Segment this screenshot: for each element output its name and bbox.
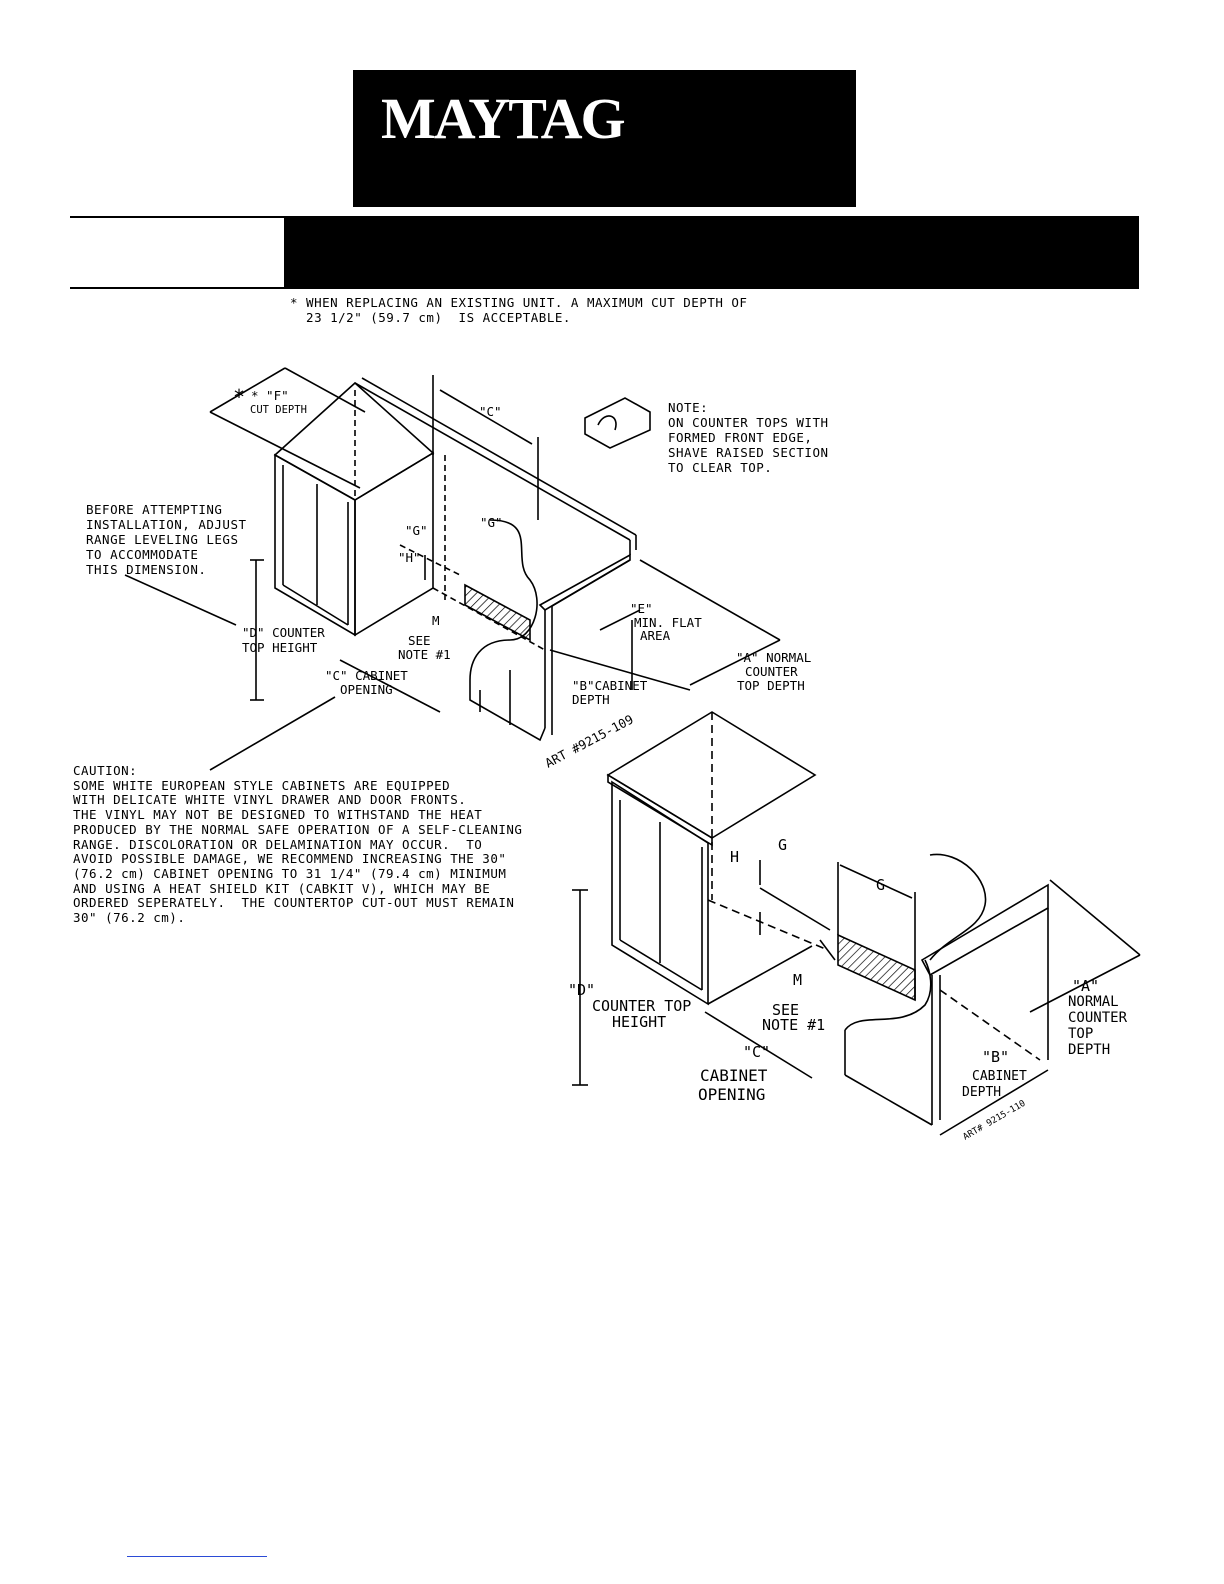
d-label-2: TOP HEIGHT: [242, 640, 318, 655]
c-cabinet-label: "C" CABINET: [325, 668, 408, 683]
e-label-3: AREA: [640, 628, 671, 643]
b-label: "B"CABINET: [572, 678, 648, 693]
d-label-2d: HEIGHT: [612, 1013, 667, 1031]
see-note-label-2: NOTE #1: [762, 1016, 826, 1034]
maytag-logo: MAYTAG: [381, 86, 624, 151]
c-label-2b: CABINET: [700, 1066, 768, 1085]
f-star: *: [233, 385, 246, 409]
h-label: "H": [398, 550, 421, 565]
g1-label-2: G: [778, 836, 788, 854]
a-label-2: COUNTER: [745, 664, 798, 679]
cut-depth-label: CUT DEPTH: [250, 404, 307, 416]
e-label: "E": [630, 601, 653, 616]
see-label-2: SEE: [772, 1001, 800, 1019]
a-label-2d: COUNTER: [1068, 1010, 1128, 1026]
cut-depth-note: * WHEN REPLACING AN EXISTING UNIT. A MAXIMUM CUT DEPTH OF 23 1/2" (59.7 cm) IS ACCEPTABLE.: [290, 295, 748, 325]
a-label-2e: TOP: [1068, 1026, 1094, 1042]
a-label-2c: NORMAL: [1068, 994, 1119, 1010]
a-label-2b: "A": [1072, 977, 1100, 995]
counter-top-note: NOTE: ON COUNTER TOPS WITH FORMED FRONT EDGE, SHAVE RAISED SECTION TO CLEAR TOP.: [668, 400, 829, 475]
m-label-2: M: [793, 971, 803, 989]
c-label-2: "C": [743, 1043, 771, 1061]
see-label: SEE: [408, 633, 431, 648]
hatched-cut-area: [465, 585, 530, 640]
b-label-2b: "B": [982, 1048, 1010, 1066]
c-label-2c: OPENING: [698, 1085, 766, 1104]
a-label-2f: DEPTH: [1068, 1042, 1111, 1058]
d-label-2c: COUNTER TOP: [592, 997, 692, 1015]
left-cabinet-front: [275, 455, 355, 635]
b-label-2: DEPTH: [572, 692, 610, 707]
counter-edge-icon: [585, 398, 650, 448]
f-label: * "F": [251, 388, 289, 403]
right-counter-top: [540, 555, 630, 610]
a-label-3: TOP DEPTH: [737, 678, 805, 693]
d-label-2b: "D": [568, 981, 596, 999]
footer-link-underline: [127, 1556, 267, 1557]
m-label: M: [432, 613, 440, 628]
caution-note: CAUTION: SOME WHITE EUROPEAN STYLE CABINETS ARE EQUIPPED WITH DELICATE WHITE VINYL DRAWER AND DOOR FRONTS. THE VINYL MAY NOT BE DESIGNED TO WITHSTAND THE HEAT PRODUCED BY THE NORMAL SAFE OPERATION OF A SELF-CLEANING RANGE. DISCOLORATION OR DELAMINATION MAY OCCUR. TO AVOID POSSIBLE DAMAGE, WE RECOMMEND INCREASING THE 30" (76.2 cm) CABINET OPENING TO 31 1/4" (79.4 cm) MINIMUM AND USING A HEAT SHIELD KIT (CABKIT V), WHICH MAY BE ORDERED SEPERATELY. THE COUNTERTOP CUT-OUT MUST REMAIN 30" (76.2 cm).: [73, 763, 523, 926]
diagram-lower: [572, 712, 1140, 1135]
hatched-cut-area-2: [838, 935, 915, 1000]
g2-label-2: G: [876, 876, 886, 894]
left-cabinet-side: [355, 453, 433, 635]
b-label-2d: DEPTH: [962, 1085, 1002, 1100]
c-top-label: "C": [479, 404, 502, 419]
c-cabinet-label-2: OPENING: [340, 682, 393, 697]
e-label-2: MIN. FLAT: [634, 615, 702, 630]
art-number-2: ART# 9215-110: [961, 1098, 1028, 1143]
left-cabinet-top: [275, 383, 433, 500]
b-label-2c: CABINET: [972, 1069, 1027, 1084]
see-note-label: NOTE #1: [398, 647, 451, 662]
h-label-2: H: [730, 848, 740, 866]
d-label: "D" COUNTER: [242, 625, 325, 640]
g2-label: "G": [480, 515, 503, 530]
g1-label: "G": [405, 523, 428, 538]
a-label: "A" NORMAL: [736, 650, 812, 665]
leveling-note: BEFORE ATTEMPTING INSTALLATION, ADJUST RANGE LEVELING LEGS TO ACCOMMODATE THIS DIMENSION.: [86, 502, 247, 577]
art-number-1: ART #9215-109: [542, 711, 636, 771]
